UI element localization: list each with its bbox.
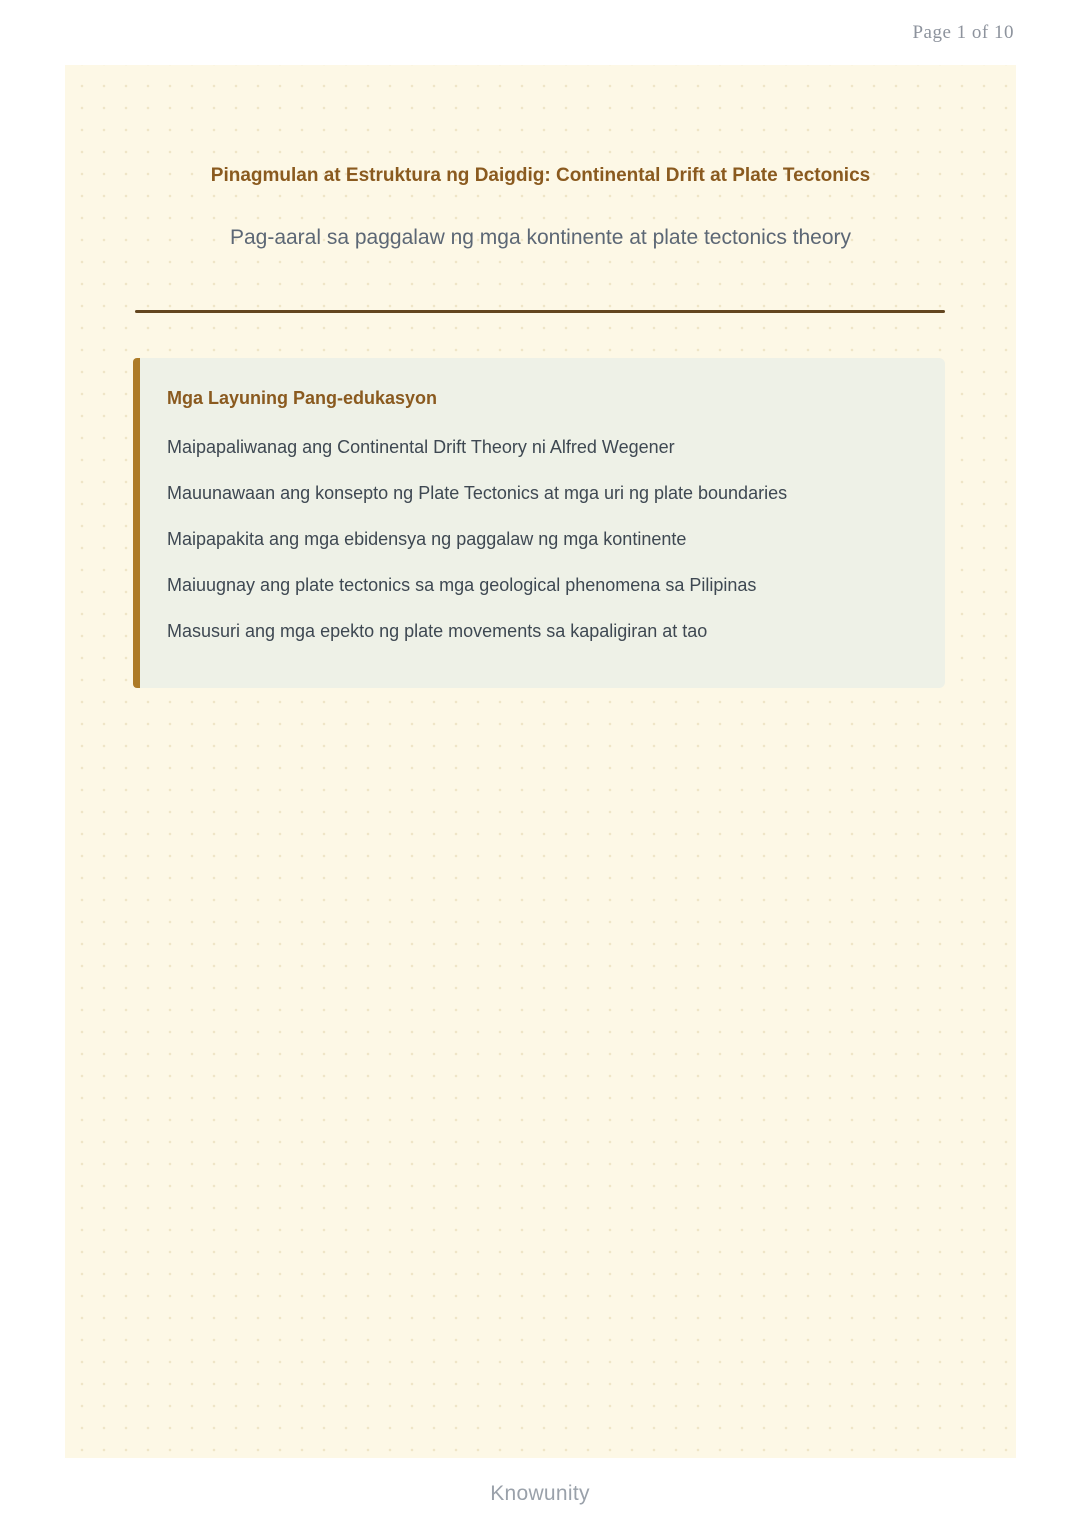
page-indicator: Page 1 of 10	[912, 22, 1014, 43]
objectives-heading: Mga Layuning Pang-edukasyon	[167, 388, 438, 408]
brand-footer: Knowunity	[490, 1482, 590, 1505]
objective-item: Maiuugnay ang plate tectonics sa mga geological phenomena sa Pilipinas	[167, 575, 757, 595]
objective-item: Maipapaliwanag ang Continental Drift Theory ni Alfred Wegener	[167, 437, 675, 457]
document-title: Pinagmulan at Estruktura ng Daigdig: Continental Drift at Plate Tectonics	[210, 165, 871, 186]
objectives-list	[167, 438, 917, 641]
title-divider	[135, 310, 945, 313]
objective-item: Mauunawaan ang konsepto ng Plate Tectonics at mga uri ng plate boundaries	[167, 483, 788, 503]
objectives-box	[133, 358, 945, 688]
document-page	[65, 65, 1016, 1458]
objective-item: Maipapakita ang mga ebidensya ng paggalaw ng mga kontinente	[167, 529, 687, 549]
document-subtitle: Pag-aaral sa paggalaw ng mga kontinente at plate tectonics theory	[229, 226, 852, 249]
objective-item: Masusuri ang mga epekto ng plate movements sa kapaligiran at tao	[167, 621, 708, 641]
